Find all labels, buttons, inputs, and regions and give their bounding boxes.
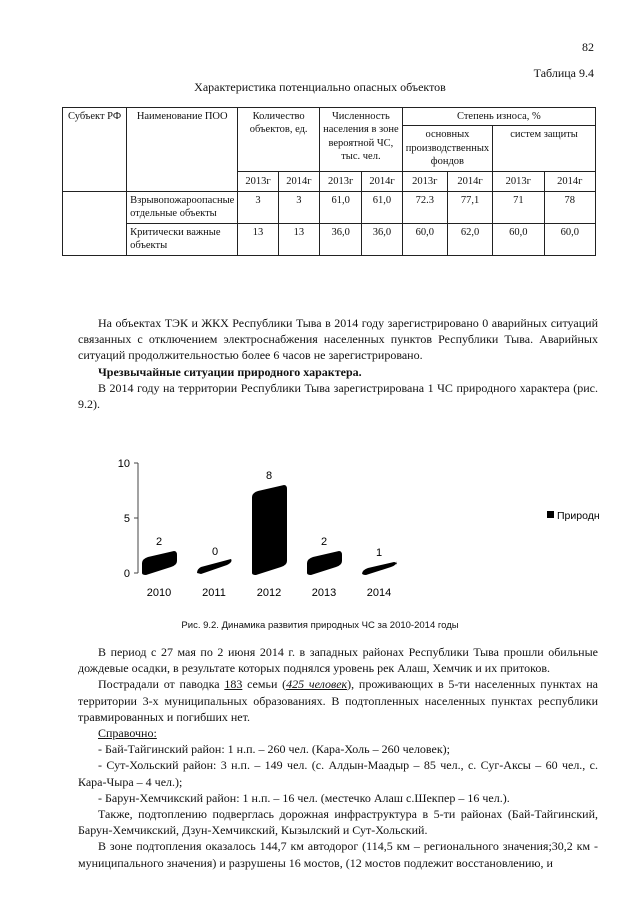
header-subject: Субъект РФ	[63, 108, 127, 192]
chart-bar	[142, 551, 177, 575]
table-label: Таблица 9.4	[533, 66, 594, 80]
paragraph: Также, подтоплению подверглась дорожная инфраструктура в 5-ти районах (Бай-Тайгинский, Барун-Хемчикский, Дзун-Хемчикский, Кызылский и Сут-Хольский.	[78, 807, 598, 838]
value-cell: 62,0	[447, 223, 492, 255]
header-wear-main: основных производственных фондов	[402, 126, 492, 171]
year-cell: 2014г	[544, 171, 595, 191]
text-fragment: семьи (	[242, 677, 287, 692]
x-tick-label: 2010	[146, 587, 172, 599]
poo-name-cell: Взрывопожароопасные отдельные объекты	[127, 191, 238, 223]
legend-label: Природн	[557, 510, 600, 522]
value-cell: 77,1	[447, 191, 492, 223]
value-cell: 36,0	[320, 223, 362, 255]
y-tick-label: 5	[123, 513, 130, 525]
value-cell: 72.3	[402, 191, 447, 223]
text-block-upper	[78, 315, 598, 412]
header-name: Наименование ПОО	[127, 108, 238, 192]
header-population: Численность населения в зоне вероятной ЧС, тыс. чел.	[320, 108, 403, 172]
table-title: Характеристика потенциально опасных объектов	[194, 80, 446, 94]
chart-bar	[197, 559, 232, 574]
value-cell: 78	[544, 191, 595, 223]
chart-bar	[362, 561, 397, 575]
reference-item: - Барун-Хемчикский район: 1 н.п. – 16 чел. (местечко Алаш с.Шекпер – 16 чел.).	[98, 790, 510, 805]
value-cell: 61,0	[320, 191, 362, 223]
year-cell: 2013г	[320, 171, 362, 191]
figure-caption: Рис. 9.2. Динамика развития природных ЧС за 2010-2014 годы	[181, 620, 459, 631]
value-cell: 13	[238, 223, 278, 255]
x-tick-label: 2012	[256, 587, 282, 599]
x-tick-label: 2013	[311, 587, 337, 599]
value-cell: 3	[278, 191, 319, 223]
section-heading: Чрезвычайные ситуации природного характера.	[98, 364, 362, 379]
year-cell: 2014г	[362, 171, 402, 191]
year-cell: 2013г	[402, 171, 447, 191]
reference-item: - Сут-Хольский район: 3 н.п. – 149 чел. (с. Алдын-Маадыр – 85 чел., с. Суг-Аксы – 60 чел., с. Кара-Чыра – 4 чел.);	[78, 758, 598, 789]
header-wear-protect: систем защиты	[493, 126, 596, 171]
y-tick-label: 0	[123, 568, 130, 580]
y-tick-label: 10	[117, 458, 130, 470]
bar-value-label: 0	[211, 546, 219, 558]
text-fragment: ), проживающих в 5-ти населенных пунктах на территории 3-х муниципальных образованиях. В подтопленных населенных пунктах республики травмированных и погибших нет.	[78, 677, 598, 724]
year-cell: 2014г	[278, 171, 319, 191]
header-wear: Степень износа, %	[402, 108, 595, 126]
paragraph: На объектах ТЭК и ЖКХ Республики Тыва в 2014 году зарегистрировано 0 аварийных ситуаций связанных с отключением электроснабжения населенных пунктов Республики Тыва. Аварийных ситуаций продолжительностью более 6 часов не зарегистрировано.	[78, 316, 598, 363]
year-cell: 2013г	[238, 171, 278, 191]
year-cell: 2014г	[447, 171, 492, 191]
reference-title: Справочно:	[98, 726, 157, 741]
bar-value-label: 8	[265, 470, 273, 482]
paragraph: В 2014 году на территории Республики Тыва зарегистрирована 1 ЧС природного характера (рис. 9.2).	[78, 380, 598, 412]
subject-cell	[63, 191, 127, 255]
legend-swatch	[547, 511, 554, 518]
x-tick-label: 2014	[366, 587, 392, 599]
poo-name-cell: Критически важные объекты	[127, 223, 238, 255]
chart-bar	[252, 485, 287, 575]
natural-emergencies-chart	[110, 440, 630, 610]
value-cell: 3	[238, 191, 278, 223]
year-cell: 2013г	[493, 171, 544, 191]
families-count: 183	[224, 677, 243, 692]
chart-bar	[307, 551, 342, 575]
value-cell: 60,0	[544, 223, 595, 255]
value-cell: 61,0	[362, 191, 402, 223]
table-row	[63, 223, 596, 255]
header-count: Количество объектов, ед.	[238, 108, 320, 172]
paragraph: В зоне подтопления оказалось 144,7 км автодорог (114,5 км – регионального значения;30,2 км - муниципального значения) и разрушены 16 мостов, (12 мостов подлежит восстановлению, и	[78, 839, 598, 870]
value-cell: 60,0	[402, 223, 447, 255]
value-cell: 36,0	[362, 223, 402, 255]
poo-table	[62, 107, 596, 256]
paragraph: В период с 27 мая по 2 июня 2014 г. в западных районах Республики Тыва прошли обильные дождевые осадки, в результате которых поднялся уровень рек Алаш, Хемчик и их притоков.	[78, 645, 598, 676]
reference-item: - Бай-Тайгинский район: 1 н.п. – 260 чел. (Кара-Холь – 260 человек);	[98, 742, 451, 757]
text-fragment: Пострадали от паводка	[98, 677, 225, 692]
text-block-lower	[78, 644, 598, 871]
people-count: 425 человек	[286, 677, 348, 692]
bar-value-label: 1	[375, 547, 383, 559]
x-tick-label: 2011	[202, 587, 226, 599]
value-cell: 60,0	[493, 223, 544, 255]
table-row	[63, 191, 596, 223]
value-cell: 71	[493, 191, 544, 223]
page-number: 82	[582, 40, 594, 54]
paragraph	[78, 676, 598, 725]
bar-value-label: 2	[155, 536, 163, 548]
value-cell: 13	[278, 223, 319, 255]
bar-value-label: 2	[320, 536, 328, 548]
